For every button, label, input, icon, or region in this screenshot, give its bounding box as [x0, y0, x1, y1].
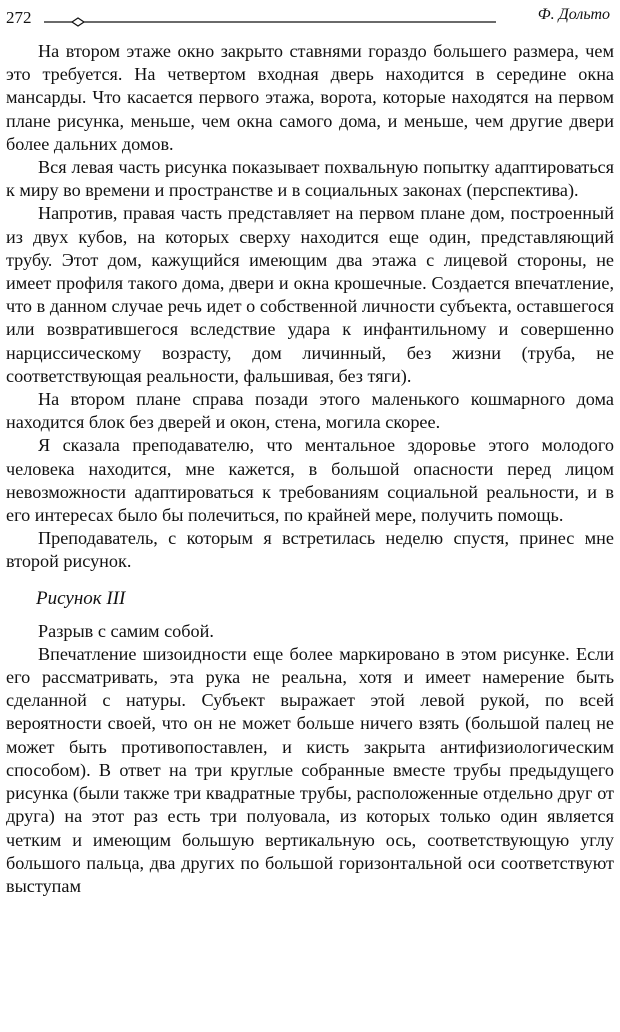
paragraph: На втором плане справа позади этого маленького кошмарного дома находится блок без дверей и окон, стена, могила скорее. — [6, 389, 614, 433]
paragraph: Напротив, правая часть представляет на первом плане дом, построенный из двух кубов, на которых сверху находится еще один, представляющий трубу. Этот дом, кажущийся имеющим два этажа с лицевой стороны, не имеет профиля такого дома, двери и окна крошечные. Создается впечатление, что в данном случае речь идет о собственной личности субъекта, оставшегося или возвратившегося вследствие удара к инфантильному и совершенно нарциссическому возрасту, дом личинный, без жизни (труба, не соответствующая реальности, фальшивая, без тяги). — [6, 203, 614, 386]
paragraph: Я сказала преподавателю, что ментальное здоровье этого молодого человека находится, мне кажется, в большой опасности перед лицом невозможности адаптироваться к требованиям социальной реальности, и в его интересах было бы полечиться, по крайней мере, получить помощь. — [6, 435, 614, 526]
paragraph: На втором этаже окно закрыто ставнями гораздо большего размера, чем это требуется. На четвертом входная дверь находится в середине окна мансарды. Что касается первого этажа, ворота, которые находятся на первом плане рисунка, меньше, чем окна самого дома, и меньше, чем другие двери более дальних домов. — [6, 41, 614, 154]
paragraph: Преподаватель, с которым я встретилась неделю спустя, принес мне второй рисунок. — [6, 528, 614, 572]
page-header — [6, 6, 612, 30]
page-body — [6, 40, 614, 898]
section-heading: Рисунок III — [36, 587, 126, 609]
paragraph: Вся левая часть рисунка показывает похвальную попытку адаптироваться к миру во времени и пространстве и в социальных законах (перспектива). — [6, 157, 614, 201]
page-number: 272 — [6, 8, 32, 27]
header-rule-ornament — [44, 15, 496, 29]
running-head-author: Ф. Дольто — [537, 6, 610, 23]
section-subtitle: Разрыв с самим собой. — [38, 620, 214, 641]
section-paragraph: Впечатление шизоидности еще более маркировано в этом рисунке. Если его рассматривать, эта рука не реальна, хотя и имеет намерение быть сделанной с натуры. Субъект выражает этой левой рукой, по всей вероятности своей, что он не может больше ничего взять (большой палец не может быть противопоставлен, и кисть закрыта антифизиологическим способом). В ответ на три круглые собранные вместе трубы предыдущего рисунка (были также три квадратные трубы, расположенные отдельно друг от друга) на этот раз есть три полуовала, из которых только один является четким и имеющим большую вертикальную ось, соответствующую углу большого пальца, два других по большой горизонтальной оси соответствуют выступам — [6, 643, 614, 896]
